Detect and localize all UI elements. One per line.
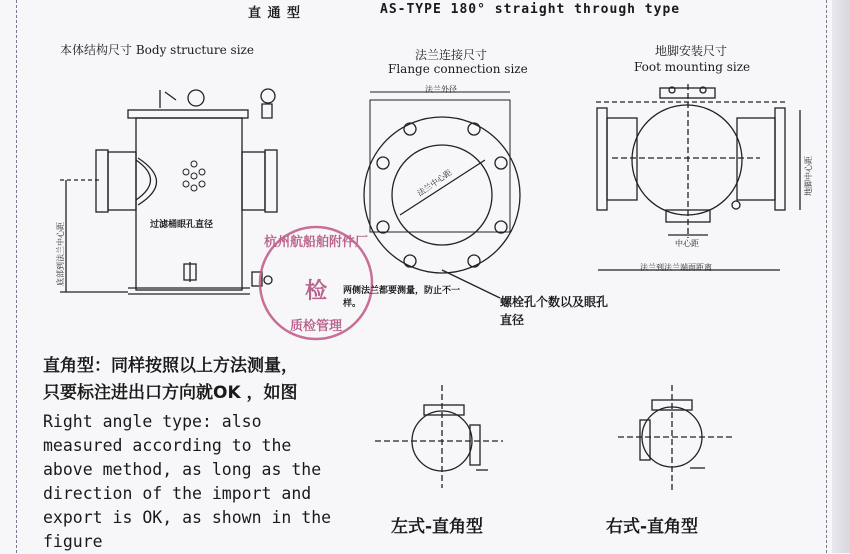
section-foot-en: Foot mounting size [634, 60, 751, 74]
header-title-en: AS-TYPE 180° straight through type [380, 2, 681, 17]
filter-hole-label: 过滤桶眼孔直径 [150, 220, 214, 230]
paragraph-en-line1: Right angle type: also [43, 412, 262, 431]
left-right-angle-drawing [375, 385, 503, 488]
right-type-caption: 右式-直角型 [606, 517, 699, 537]
flange-outer-label: 法兰外径 [425, 85, 457, 94]
inspection-stamp [260, 227, 372, 339]
paragraph-en-line4: direction of the import and [43, 484, 312, 503]
bolt-note-line1: 螺栓孔个数以及眼孔 [500, 295, 609, 309]
flange-drawing [364, 92, 520, 298]
right-right-angle-drawing [618, 385, 733, 492]
header-title-cn: 直 通 型 [248, 6, 302, 21]
section-body-en: Body structure size [135, 43, 254, 57]
section-flange-en: Flange connection size [388, 62, 528, 76]
left-type-caption: 左式-直角型 [391, 517, 484, 537]
paragraph-en-line5: export is OK, as shown in the [43, 508, 332, 527]
paragraph-en-line3: above method, as long as the [43, 460, 322, 479]
section-flange-cn: 法兰连接尺寸 [415, 48, 488, 62]
paragraph-cn-line2: 只要标注进出口方向就OK ，如图 [43, 383, 298, 403]
svg-text:检: 检 [304, 279, 328, 304]
bottom-center-label: 底部到法兰中心距 [56, 222, 65, 286]
bolt-note-line2: 直径 [500, 313, 525, 327]
flange-center-label: 法兰中心距 [415, 167, 454, 199]
foot-center-label: 中心距 [675, 239, 699, 248]
section-body-cn: 本体结构尺寸 [60, 43, 133, 57]
flange-face-label: 法兰到法兰端面距离 [640, 263, 712, 272]
measure-note: 两侧法兰都要测量，防止不一样。 [343, 286, 461, 309]
paragraph-cn-line1: 直角型：同样按照以上方法测量， [43, 356, 298, 376]
paragraph-en-line2: measured according to the [43, 436, 292, 455]
section-foot-cn: 地脚安装尺寸 [655, 44, 728, 58]
paragraph-en-line6: figure [43, 532, 103, 551]
svg-text:杭州航船舶附件厂: 杭州航船舶附件厂 [263, 235, 369, 250]
foot-height-label: 地脚中心距 [804, 156, 813, 196]
svg-text:质检管理: 质检管理 [289, 319, 343, 334]
body-structure-drawing [60, 89, 277, 294]
